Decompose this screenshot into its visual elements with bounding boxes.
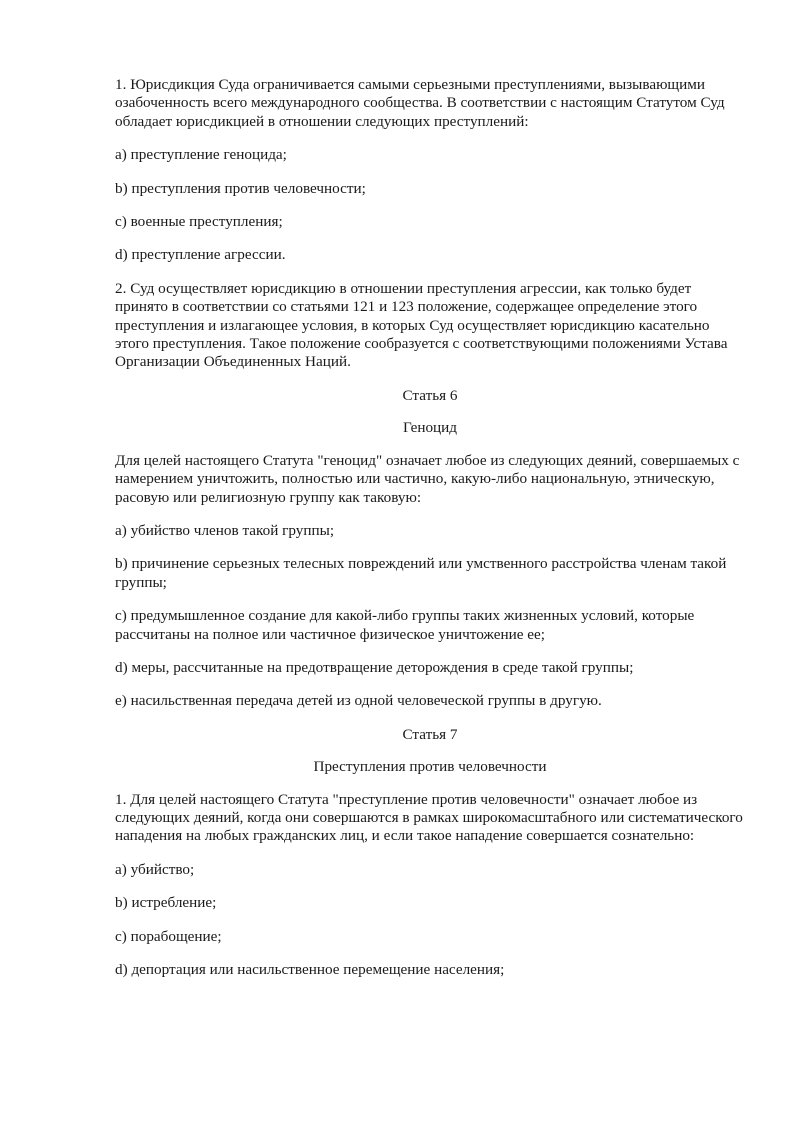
article-7-number: Статья 7 [402, 725, 458, 743]
article-7-intro: 1. Для целей настоящего Статута "преступление против человечности" означает любое из следующих деяний, когда они совершаются в рамках широкомасштабного или систематического нападения на любых гражданских лиц, и если такое нападение совершается сознательно: [115, 790, 743, 845]
list-item-genocide-a: a) убийство членов такой группы; [115, 521, 335, 539]
list-item-genocide-d: d) меры, рассчитанные на предотвращение деторождения в среде такой группы; [115, 658, 634, 676]
list-item-humanity-c: c) порабощение; [115, 927, 222, 945]
list-item-crime-b: b) преступления против человечности; [115, 179, 366, 197]
list-item-genocide-e: e) насильственная передача детей из одной человеческой группы в другую. [115, 692, 602, 710]
paragraph-aggression: 2. Суд осуществляет юрисдикцию в отношении преступления агрессии, как только будет принято в соответствии со статьями 121 и 123 положение, содержащее определение этого преступления и излагающее условия, в которых Суд осуществляет юрисдикцию касательно этого преступления. Такое положение сообразуется с соответствующими положениями Устава Организации Объединенных Наций. [115, 279, 728, 371]
list-item-crime-c: c) военные преступления; [115, 213, 283, 231]
document-page [115, 76, 745, 994]
list-item-humanity-d: d) депортация или насильственное перемещение населения; [115, 961, 505, 978]
article-7-title: Преступления против человечности [313, 758, 547, 776]
paragraph-jurisdiction: 1. Юрисдикция Суда ограничивается самыми серьезными преступлениями, вызывающими озабоченность всего международного сообщества. В соответствии с настоящим Статутом Суд обладает юрисдикцией в отношении следующих преступлений: [115, 76, 725, 130]
article-6-title: Геноцид [402, 419, 458, 437]
list-item-humanity-b: b) истребление; [115, 894, 217, 912]
list-item-crime-a: a) преступление геноцида; [115, 146, 287, 164]
list-item-crime-d: d) преступление агрессии. [115, 246, 286, 264]
article-6-intro: Для целей настоящего Статута "геноцид" означает любое из следующих деяний, совершаемых с намерением уничтожить, полностью или частично, какую-либо национальную, этническую, расовую или религиозную группу как таковую: [115, 451, 740, 506]
list-item-genocide-c: c) предумышленное создание для какой-либо группы таких жизненных условий, которые рассчитаны на полное или частичное физическое уничтожение ее; [115, 607, 695, 643]
list-item-genocide-b: b) причинение серьезных телесных повреждений или умственного расстройства членам такой группы; [115, 555, 727, 591]
article-6-number: Статья 6 [402, 386, 458, 404]
list-item-humanity-a: a) убийство; [115, 860, 195, 878]
